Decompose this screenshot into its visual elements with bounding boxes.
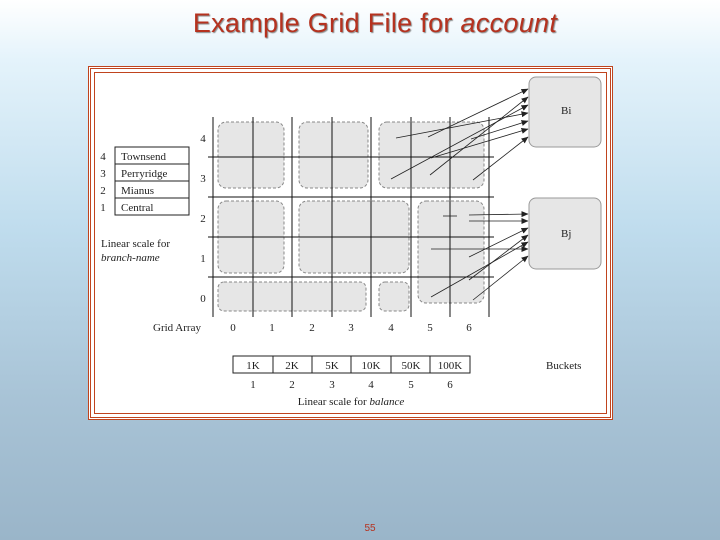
balance-scale-value: 50K <box>401 360 421 372</box>
column-label: 2 <box>309 322 315 334</box>
balance-scale-value: 100K <box>437 360 463 372</box>
region-box <box>379 122 484 188</box>
balance-scale-index: 6 <box>447 379 453 391</box>
column-label: 3 <box>348 322 354 334</box>
row-label: 2 <box>200 213 206 225</box>
branch-scale-name: Perryridge <box>121 168 168 180</box>
balance-scale <box>233 356 470 408</box>
branch-scale-name: Mianus <box>121 185 154 197</box>
bucket-bi-label: Bi <box>561 105 572 117</box>
region-box <box>299 122 368 188</box>
branch-scale-index: 1 <box>100 202 106 214</box>
balance-caption-text: Linear scale for <box>297 396 367 408</box>
column-label: 1 <box>269 322 275 334</box>
column-label: 0 <box>230 322 236 334</box>
grid-array-label: Grid Array <box>153 322 201 334</box>
page-number: 55 <box>364 523 376 534</box>
row-label: 4 <box>200 133 206 145</box>
title-italic-text: account <box>460 8 558 38</box>
balance-scale-index: 4 <box>368 379 374 391</box>
branch-scale-index: 2 <box>100 185 106 197</box>
balance-scale-value: 2K <box>285 360 299 372</box>
balance-caption-italic: balance <box>369 396 405 408</box>
slide-title <box>0 8 720 39</box>
branch-scale-index: 3 <box>100 168 106 180</box>
balance-scale-index: 3 <box>329 379 335 391</box>
buckets-label: Buckets <box>546 360 582 372</box>
branch-scale-caption: Linear scale for <box>101 238 171 250</box>
figure-frame <box>88 66 613 420</box>
branch-scale-caption-italic: branch-name <box>101 252 160 264</box>
balance-scale-caption <box>298 396 405 408</box>
balance-scale-index: 5 <box>408 379 414 391</box>
balance-scale-value: 5K <box>325 360 339 372</box>
balance-scale-value: 10K <box>361 360 381 372</box>
branch-scale-name: Central <box>121 202 154 214</box>
row-label: 0 <box>200 293 206 305</box>
balance-scale-index: 1 <box>250 379 256 391</box>
balance-scale-value: 1K <box>246 360 260 372</box>
column-label: 6 <box>466 322 472 334</box>
branch-scale-index: 4 <box>100 151 106 163</box>
bucket-bj-label: Bj <box>561 228 572 240</box>
column-label: 4 <box>388 322 394 334</box>
row-label: 3 <box>200 173 206 185</box>
grid-file-diagram <box>91 69 610 417</box>
column-label: 5 <box>427 322 433 334</box>
region-box <box>218 122 284 188</box>
branch-name-scale <box>100 147 189 264</box>
branch-scale-name: Townsend <box>121 151 167 163</box>
balance-scale-index: 2 <box>289 379 295 391</box>
row-label: 1 <box>200 253 206 265</box>
title-text: Example Grid File for <box>192 8 453 38</box>
region-box <box>379 282 409 311</box>
